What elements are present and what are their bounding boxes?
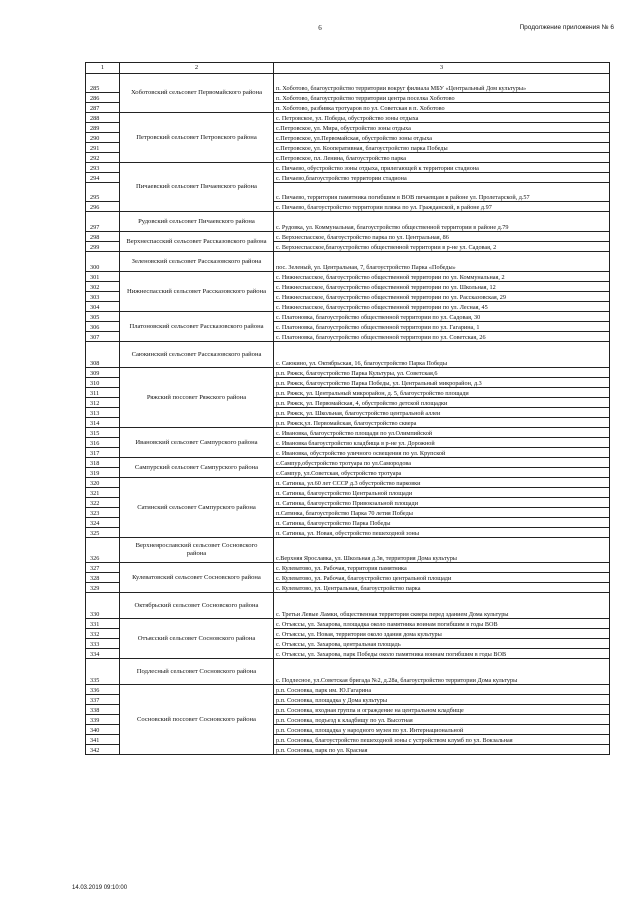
object-cell: р.п. Сосновка, парк по ул. Красная xyxy=(274,745,610,755)
object-cell: п. Сатинка, ул.60 лет СССР д.3 обустройство парковки xyxy=(274,478,610,488)
table-row xyxy=(86,478,610,488)
object-cell: с. Отъяссы, ул. Захарова, центральная площадь xyxy=(274,639,610,649)
object-cell: с.Петровское, ул. Мира, обустройство зоны отдыха xyxy=(274,123,610,133)
object-cell: с. Верхнеспасское,благоустройство общественной территории в р-не ул. Садовая, 2 xyxy=(274,242,610,252)
object-cell: с. Кулеватово, ул. Рабочая, благоустройство центральной площади xyxy=(274,573,610,583)
row-number: 288 xyxy=(86,113,120,123)
object-cell: с. Подлесное, ул.Советская бригада №2, д.28а, благоустройство территории Дома культуры xyxy=(274,659,610,685)
row-number: 315 xyxy=(86,428,120,438)
object-cell: с. Кулеватово, ул. Рабочая, территория памятника xyxy=(274,563,610,573)
row-number: 325 xyxy=(86,528,120,538)
table-row xyxy=(86,538,610,563)
row-number: 334 xyxy=(86,649,120,659)
row-number: 293 xyxy=(86,163,120,173)
object-cell: с. Отъяссы, ул. Новая, территория около здания дома культуры xyxy=(274,629,610,639)
row-number: 321 xyxy=(86,488,120,498)
municipality-cell: Петровский сельсовет Петровского района xyxy=(120,113,274,163)
municipality-cell: Саюкинский сельсовет Рассказовского района xyxy=(120,342,274,368)
row-number: 306 xyxy=(86,322,120,332)
municipality-cell: Подлесный сельсовет Сосновского района xyxy=(120,659,274,685)
row-number: 335 xyxy=(86,659,120,685)
object-cell: п. Сатинка, благоустройство Привокзальной площади xyxy=(274,498,610,508)
object-cell: п. Сатинка, ул. Новая, обустройство пешеходной зоны xyxy=(274,528,610,538)
object-cell: р.п. Сосновка, входная группа и ограждение на центральном кладбище xyxy=(274,705,610,715)
municipality-cell: Верхнеярославский сельсовет Сосновского района xyxy=(120,538,274,563)
table-row xyxy=(86,685,610,695)
row-number: 323 xyxy=(86,508,120,518)
row-number: 329 xyxy=(86,583,120,593)
object-cell: с.Петровское, ул.Первомайская, обустройство зоны отдыха xyxy=(274,133,610,143)
object-cell: с. Нижнеспасское, благоустройство общественной территории по ул. Лесная, 45 xyxy=(274,302,610,312)
object-cell: с. Ивановка благоустройство кладбища в р-не ул. Дорожной xyxy=(274,438,610,448)
row-number: 337 xyxy=(86,695,120,705)
municipality-cell: Нижнеспасский сельсовет Рассказовского района xyxy=(120,272,274,312)
municipality-cell: Зеленовский сельсовет Рассказовского района xyxy=(120,252,274,272)
row-number: 318 xyxy=(86,458,120,468)
municipality-cell: Хоботовский сельсовет Первомайского района xyxy=(120,74,274,113)
table-row xyxy=(86,458,610,468)
table-row xyxy=(86,212,610,232)
municipality-cell: Ивановский сельсовет Сампурского района xyxy=(120,428,274,458)
municipality-cell: Кулеватовский сельсовет Сосновского района xyxy=(120,563,274,593)
object-cell: с. Платоновка, благоустройство общественной территории по ул. Советская, 26 xyxy=(274,332,610,342)
object-cell: р.п. Ряжск,ул. Первомайская, благоустройство сквера xyxy=(274,418,610,428)
row-number: 291 xyxy=(86,143,120,153)
object-cell: с. Петровское, ул. Победы, обустройство зоны отдыха xyxy=(274,113,610,123)
row-number: 297 xyxy=(86,212,120,232)
object-cell: с.Сампур, ул.Советская, обустройство тротуара xyxy=(274,468,610,478)
row-number: 324 xyxy=(86,518,120,528)
print-timestamp: 14.03.2019 09:10:00 xyxy=(72,885,128,891)
object-cell: р.п. Сосновка, благоустройство пешеходной зоны с устройством клумб по ул. Вокзальная xyxy=(274,735,610,745)
row-number: 336 xyxy=(86,685,120,695)
row-number: 333 xyxy=(86,639,120,649)
row-number: 317 xyxy=(86,448,120,458)
row-number: 310 xyxy=(86,378,120,388)
object-cell: с. Платоновка, благоустройство общественной территории по ул. Гагарина, 1 xyxy=(274,322,610,332)
row-number: 339 xyxy=(86,715,120,725)
object-cell: п. Хоботово, благоустройство территории центра поселка Хоботово xyxy=(274,93,610,103)
municipality-cell: Платоновский сельсовет Рассказовского района xyxy=(120,312,274,342)
object-cell: с. Ивановка, обустройство уличного освещения по ул. Крупской xyxy=(274,448,610,458)
object-cell: р.п. Сосновка, парк им. Ю.Гагарина xyxy=(274,685,610,695)
row-number: 342 xyxy=(86,745,120,755)
table-row xyxy=(86,659,610,685)
object-cell: р.п. Ряжск, ул. Центральный микрорайон, д. 5, благоустройство площади xyxy=(274,388,610,398)
row-number: 285 xyxy=(86,74,120,93)
object-cell: п. Сатинка, благоустройство Центральной площади xyxy=(274,488,610,498)
municipality-cell: Отъясский сельсовет Сосновского района xyxy=(120,619,274,659)
row-number: 341 xyxy=(86,735,120,745)
municipality-cell: Сатинский сельсовет Сампурского района xyxy=(120,478,274,538)
object-cell: с. Ивановка, благоустройство площади по ул.Олимпийской xyxy=(274,428,610,438)
object-cell: п. Хоботово, разбивка тротуаров по ул. Советская в п. Хоботово xyxy=(274,103,610,113)
municipality-cell: Октябрьский сельсовет Сосновского района xyxy=(120,593,274,619)
table-row xyxy=(86,113,610,123)
object-cell: с. Саюкино, ул. Октябрьская, 16, благоустройство Парка Победы xyxy=(274,342,610,368)
table-row xyxy=(86,252,610,272)
municipality-cell: Ряжский поссовет Ряжского района xyxy=(120,368,274,428)
object-cell: п. Сатинка, благоустройство Парка Победы xyxy=(274,518,610,528)
object-cell: с. Отъяссы, ул. Захарова, парк Победы около памятника воинам погибшим в годы ВОВ xyxy=(274,649,610,659)
object-cell: с. Кулеватово, ул. Центральная, благоустройство парка xyxy=(274,583,610,593)
row-number: 328 xyxy=(86,573,120,583)
row-number: 302 xyxy=(86,282,120,292)
row-number: 340 xyxy=(86,725,120,735)
row-number: 292 xyxy=(86,153,120,163)
object-cell: п. Хоботово, благоустройство территории вокруг филиала МБУ «Центральный Дом культуры» xyxy=(274,74,610,93)
object-cell: с.Сампур,обустройство тротуара по ул.Самородова xyxy=(274,458,610,468)
table-row xyxy=(86,342,610,368)
row-number: 301 xyxy=(86,272,120,282)
header-row xyxy=(86,63,610,74)
object-cell: с. Верхнеспасское, благоустройство парка по ул. Центральная, 86 xyxy=(274,232,610,242)
row-number: 331 xyxy=(86,619,120,629)
row-number: 289 xyxy=(86,123,120,133)
object-cell: с.Петровское, ул. Кооперативная, благоустройство парка Победы xyxy=(274,143,610,153)
row-number: 308 xyxy=(86,342,120,368)
column-header: 1 xyxy=(86,63,120,74)
row-number: 290 xyxy=(86,133,120,143)
row-number: 314 xyxy=(86,418,120,428)
table-row xyxy=(86,312,610,322)
municipality-cell: Верхнеспасский сельсовет Рассказовского района xyxy=(120,232,274,252)
object-cell: с. Третьи Левые Ламки, общественная территория сквера перед зданием Дома культуры xyxy=(274,593,610,619)
object-cell: пос. Зеленый, ул. Центральная, 7, благоустройство Парка «Победы» xyxy=(274,252,610,272)
row-number: 309 xyxy=(86,368,120,378)
row-number: 298 xyxy=(86,232,120,242)
column-header: 3 xyxy=(274,63,610,74)
object-cell: с. Нижнеспасское, благоустройство общественной территории по ул. Коммунальная, 2 xyxy=(274,272,610,282)
appendix-table xyxy=(85,62,610,755)
object-cell: с. Отъяссы, ул. Захарова, площадка около памятника воинам погибшим в годы ВОВ xyxy=(274,619,610,629)
row-number: 327 xyxy=(86,563,120,573)
row-number: 305 xyxy=(86,312,120,322)
appendix-label: Продолжение приложения № 6 xyxy=(519,24,614,31)
table-row xyxy=(86,272,610,282)
object-cell: р.п. Ряжск, ул. Первомайская, 4, обустройство детской площадки xyxy=(274,398,610,408)
row-number: 296 xyxy=(86,202,120,212)
object-cell: с. Пичаево, обустройство зоны отдыха, прилегающей к территории стадиона xyxy=(274,163,610,173)
object-cell: р.п. Сосновка, подъезд к кладбищу по ул. Высотная xyxy=(274,715,610,725)
object-cell: с.Петровское, пл. Ленина, благоустройство парка xyxy=(274,153,610,163)
row-number: 332 xyxy=(86,629,120,639)
row-number: 312 xyxy=(86,398,120,408)
row-number: 300 xyxy=(86,252,120,272)
row-number: 303 xyxy=(86,292,120,302)
object-cell: с. Пичаево, территория памятника погибшим в ВОВ пичаевцам в районе ул. Пролетарской, д.57 xyxy=(274,183,610,202)
municipality-cell: Пичаевский сельсовет Пичаевского района xyxy=(120,163,274,212)
table-row xyxy=(86,593,610,619)
object-cell: с. Рудовка, ул. Коммунальная, благоустройство общественной территории в районе д.79 xyxy=(274,212,610,232)
row-number: 295 xyxy=(86,183,120,202)
page-number: 6 xyxy=(318,24,322,32)
row-number: 311 xyxy=(86,388,120,398)
row-number: 304 xyxy=(86,302,120,312)
object-cell: р.п. Ряжск, ул. Школьная, благоустройство центральной аллеи xyxy=(274,408,610,418)
row-number: 330 xyxy=(86,593,120,619)
table-row xyxy=(86,428,610,438)
object-cell: с. Нижнеспасское, благоустройство общественной территории по ул. Рассказовская, 29 xyxy=(274,292,610,302)
row-number: 313 xyxy=(86,408,120,418)
row-number: 320 xyxy=(86,478,120,488)
row-number: 326 xyxy=(86,538,120,563)
table-row xyxy=(86,74,610,93)
object-cell: р.п. Сосновка, площадка у народного музея по ул. Интернациональной xyxy=(274,725,610,735)
row-number: 338 xyxy=(86,705,120,715)
object-cell: с. Пичаево,благоустройство территории стадиона xyxy=(274,173,610,183)
row-number: 294 xyxy=(86,173,120,183)
object-cell: р.п. Сосновка, площадка у Дома культуры xyxy=(274,695,610,705)
municipality-cell: Сампурский сельсовет Сампурского района xyxy=(120,458,274,478)
row-number: 307 xyxy=(86,332,120,342)
row-number: 287 xyxy=(86,103,120,113)
object-cell: р.п. Ряжск, благоустройство Парка Культуры, ул. Советская,6 xyxy=(274,368,610,378)
table-row xyxy=(86,619,610,629)
object-cell: с. Нижнеспасское, благоустройство общественной территории по ул. Школьная, 12 xyxy=(274,282,610,292)
object-cell: р.п. Ряжск, благоустройство Парка Победы, ул. Центральный микрорайон, д.3 xyxy=(274,378,610,388)
object-cell: с. Пичаево, благоустройство территории пляжа по ул. Гражданской, в районе д.97 xyxy=(274,202,610,212)
table-row xyxy=(86,232,610,242)
column-header: 2 xyxy=(120,63,274,74)
table-row xyxy=(86,563,610,573)
table-row xyxy=(86,163,610,173)
row-number: 319 xyxy=(86,468,120,478)
row-number: 316 xyxy=(86,438,120,448)
row-number: 299 xyxy=(86,242,120,252)
municipality-cell: Сосновский поссовет Сосновского района xyxy=(120,685,274,755)
row-number: 286 xyxy=(86,93,120,103)
row-number: 322 xyxy=(86,498,120,508)
municipality-cell: Рудовский сельсовет Пичаевского района xyxy=(120,212,274,232)
object-cell: с.Верхняя Ярославка, ул. Школьная д.3в, территория Дома культуры xyxy=(274,538,610,563)
object-cell: п.Сатинка, благоустройство Парка 70 летия Победы xyxy=(274,508,610,518)
object-cell: с. Платоновка, благоустройство общественной территории по ул. Садовая, 30 xyxy=(274,312,610,322)
table-row xyxy=(86,368,610,378)
